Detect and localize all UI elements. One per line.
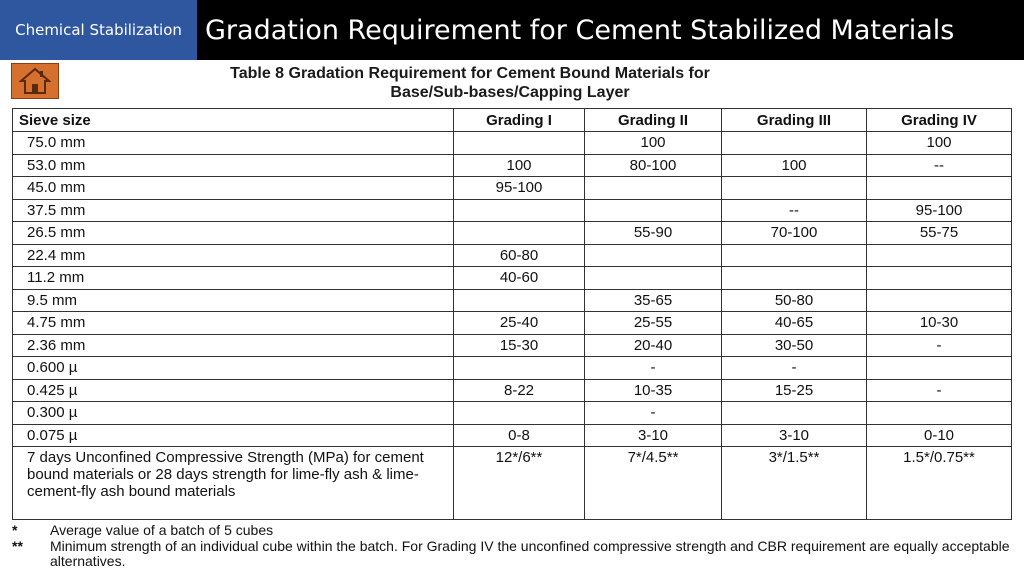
grading-cell: - xyxy=(585,402,722,425)
grading-cell: 80-100 xyxy=(585,154,722,177)
footnote xyxy=(12,523,1012,539)
grading-cell: 35-65 xyxy=(585,289,722,312)
section-badge: Chemical Stabilization xyxy=(0,0,197,60)
grading-cell xyxy=(867,244,1012,267)
grading-cell: 100 xyxy=(722,154,867,177)
sieve-size-cell: 0.300 µ xyxy=(13,402,454,425)
grading-cell xyxy=(722,132,867,155)
grading-cell xyxy=(867,357,1012,380)
grading-cell xyxy=(867,289,1012,312)
grading-cell xyxy=(585,244,722,267)
sieve-size-cell: 0.600 µ xyxy=(13,357,454,380)
grading-cell: 55-75 xyxy=(867,222,1012,245)
table-header-row xyxy=(13,109,1012,132)
table-row xyxy=(13,154,1012,177)
sieve-size-cell: 4.75 mm xyxy=(13,312,454,335)
grading-cell: 25-40 xyxy=(454,312,585,335)
sieve-size-cell: 0.075 µ xyxy=(13,424,454,447)
table-row xyxy=(13,289,1012,312)
grading-cell xyxy=(867,402,1012,425)
grading-cell: -- xyxy=(867,154,1012,177)
grading-cell xyxy=(722,244,867,267)
footnote-mark: ** xyxy=(12,537,23,554)
slide-title: Gradation Requirement for Cement Stabilized Materials xyxy=(205,14,955,46)
grading-cell: 15-25 xyxy=(722,379,867,402)
grading-cell: 95-100 xyxy=(454,177,585,200)
footnote-text: Minimum strength of an individual cube within the batch. For Grading IV the unconfined compressive strength and CBR requirement are equally acceptable alternatives. xyxy=(50,537,1010,569)
grading-cell xyxy=(454,402,585,425)
grading-cell: - xyxy=(585,357,722,380)
grading-cell: 0-8 xyxy=(454,424,585,447)
table-row xyxy=(13,357,1012,380)
sieve-size-cell: 26.5 mm xyxy=(13,222,454,245)
column-header: Sieve size xyxy=(13,109,454,132)
gradation-table xyxy=(12,108,1012,520)
grading-cell: 15-30 xyxy=(454,334,585,357)
grading-cell: 100 xyxy=(454,154,585,177)
table-row xyxy=(13,244,1012,267)
grading-cell: 8-22 xyxy=(454,379,585,402)
footnote-text: Average value of a batch of 5 cubes xyxy=(50,522,274,538)
grading-cell xyxy=(722,402,867,425)
grading-cell: 70-100 xyxy=(722,222,867,245)
sieve-size-cell: 11.2 mm xyxy=(13,267,454,290)
table-row xyxy=(13,402,1012,425)
table-row xyxy=(13,312,1012,335)
grading-cell xyxy=(454,222,585,245)
table-row xyxy=(13,424,1012,447)
grading-cell: 0-10 xyxy=(867,424,1012,447)
sieve-size-cell: 22.4 mm xyxy=(13,244,454,267)
sieve-size-cell: 0.425 µ xyxy=(13,379,454,402)
table-caption xyxy=(60,64,960,102)
column-header: Grading II xyxy=(585,109,722,132)
grading-cell xyxy=(722,267,867,290)
grading-cell: 10-30 xyxy=(867,312,1012,335)
grading-cell: 40-65 xyxy=(722,312,867,335)
sieve-size-cell: 37.5 mm xyxy=(13,199,454,222)
sieve-size-cell: 45.0 mm xyxy=(13,177,454,200)
grading-cell: - xyxy=(722,357,867,380)
table-row xyxy=(13,177,1012,200)
table-row xyxy=(13,222,1012,245)
grading-cell: 20-40 xyxy=(585,334,722,357)
grading-cell: - xyxy=(867,334,1012,357)
strength-label-cell: 7 days Unconfined Compressive Strength (MPa) for cement bound materials or 28 days strength for lime-fly ash & lime-cement-fly ash bound materials xyxy=(13,447,454,520)
table-row xyxy=(13,334,1012,357)
footnotes xyxy=(12,523,1012,570)
grading-cell: - xyxy=(867,379,1012,402)
strength-value-cell: 7*/4.5** xyxy=(585,447,722,520)
table-caption-line2: Base/Sub-bases/Capping Layer xyxy=(390,84,630,101)
grading-cell xyxy=(867,267,1012,290)
grading-cell: 3-10 xyxy=(722,424,867,447)
grading-cell: 30-50 xyxy=(722,334,867,357)
grading-cell: 100 xyxy=(867,132,1012,155)
grading-cell: 10-35 xyxy=(585,379,722,402)
grading-cell xyxy=(585,177,722,200)
strength-value-cell: 3*/1.5** xyxy=(722,447,867,520)
strength-row xyxy=(13,447,1012,520)
grading-cell xyxy=(454,199,585,222)
grading-cell xyxy=(454,289,585,312)
sieve-size-cell: 53.0 mm xyxy=(13,154,454,177)
column-header: Grading IV xyxy=(867,109,1012,132)
grading-cell xyxy=(867,177,1012,200)
grading-cell xyxy=(722,177,867,200)
table-row xyxy=(13,379,1012,402)
grading-cell xyxy=(585,267,722,290)
table-caption-line1: Table 8 Gradation Requirement for Cement Bound Materials for xyxy=(230,65,710,82)
grading-cell: 100 xyxy=(585,132,722,155)
sieve-size-cell: 9.5 mm xyxy=(13,289,454,312)
grading-cell: 55-90 xyxy=(585,222,722,245)
grading-cell: 25-55 xyxy=(585,312,722,335)
strength-value-cell: 12*/6** xyxy=(454,447,585,520)
grading-cell: 40-60 xyxy=(454,267,585,290)
grading-cell: 50-80 xyxy=(722,289,867,312)
grading-cell: 60-80 xyxy=(454,244,585,267)
table-row xyxy=(13,132,1012,155)
grading-cell xyxy=(585,199,722,222)
grading-cell xyxy=(454,132,585,155)
grading-cell: -- xyxy=(722,199,867,222)
column-header: Grading III xyxy=(722,109,867,132)
footnote xyxy=(12,539,1012,570)
column-header: Grading I xyxy=(454,109,585,132)
sieve-size-cell: 75.0 mm xyxy=(13,132,454,155)
grading-cell xyxy=(454,357,585,380)
table-row xyxy=(13,267,1012,290)
sieve-size-cell: 2.36 mm xyxy=(13,334,454,357)
grading-cell: 95-100 xyxy=(867,199,1012,222)
footnote-mark: * xyxy=(12,522,18,538)
table-row xyxy=(13,199,1012,222)
strength-value-cell: 1.5*/0.75** xyxy=(867,447,1012,520)
grading-cell: 3-10 xyxy=(585,424,722,447)
